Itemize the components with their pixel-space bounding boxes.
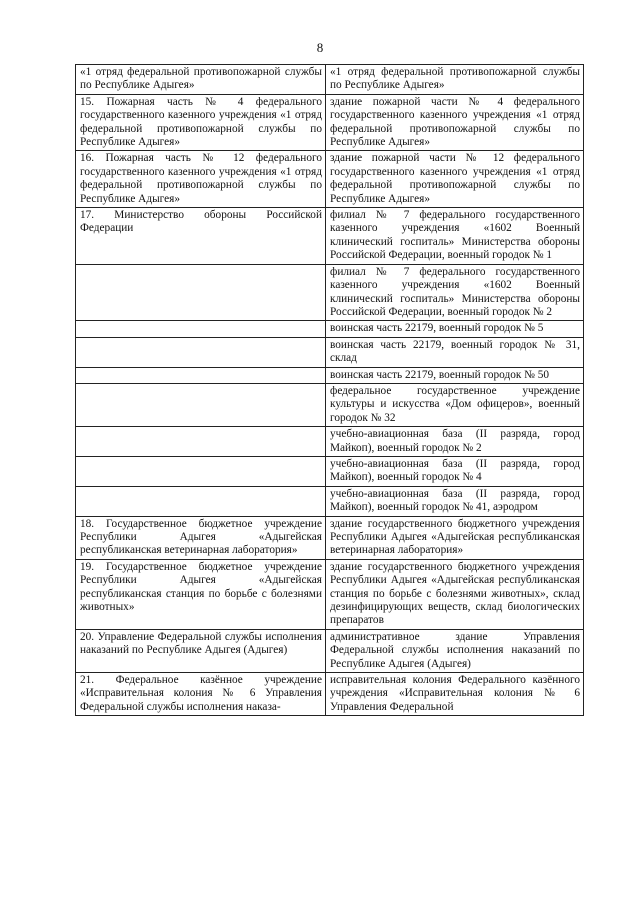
facility-cell: учебно-авиационная база (II разряда, город Майкоп), военный городок № 4: [326, 456, 584, 486]
table-row: [76, 321, 584, 337]
table-row: [76, 367, 584, 383]
table-row: [76, 486, 584, 516]
facility-cell: воинская часть 22179, военный городок № 31, склад: [326, 337, 584, 367]
facility-cell: здание пожарной части № 4 федерального государственного казенного учреждения «1 отряд федеральной противопожарной службы по Республике Адыгея»: [326, 94, 584, 151]
table-row: [76, 559, 584, 629]
table-row: [76, 456, 584, 486]
table-row: [76, 383, 584, 426]
organization-cell: [76, 486, 326, 516]
organization-cell: «1 отряд федеральной противопожарной службы по Республике Адыгея»: [76, 65, 326, 95]
organization-cell: 21. Федеральное казённое учреждение «Исправительная колония № 6 Управления Федеральной службы исполнения наказа-: [76, 673, 326, 716]
organization-cell: [76, 456, 326, 486]
facility-cell: здание государственного бюджетного учреждения Республики Адыгея «Адыгейская республиканская ветеринарная лаборатория»: [326, 516, 584, 559]
organization-cell: 15. Пожарная часть № 4 федерального государственного казенного учреждения «1 отряд федеральной противопожарной службы по Республике Адыгея»: [76, 94, 326, 151]
organization-cell: [76, 427, 326, 457]
facility-cell: воинская часть 22179, военный городок № 5: [326, 321, 584, 337]
table-row: [76, 264, 584, 321]
organization-cell: 19. Государственное бюджетное учреждение Республики Адыгея «Адыгейская республиканская станция по борьбе с болезнями животных»: [76, 559, 326, 629]
table-row: [76, 208, 584, 265]
table-row: [76, 516, 584, 559]
facility-cell: административное здание Управления Федеральной службы исполнения наказаний по Республике Адыгея (Адыгея): [326, 629, 584, 672]
organization-cell: [76, 337, 326, 367]
facility-cell: учебно-авиационная база (II разряда, город Майкоп), военный городок № 2: [326, 427, 584, 457]
facility-cell: воинская часть 22179, военный городок № 50: [326, 367, 584, 383]
facility-cell: федеральное государственное учреждение культуры и искусства «Дом офицеров», военный городок № 32: [326, 383, 584, 426]
facility-cell: «1 отряд федеральной противопожарной службы по Республике Адыгея»: [326, 65, 584, 95]
organization-cell: [76, 264, 326, 321]
table-row: [76, 65, 584, 95]
facility-cell: филиал № 7 федерального государственного казенного учреждения «1602 Военный клинический госпиталь» Министерства обороны Российской Федерации, военный городок № 1: [326, 208, 584, 265]
table-row: [76, 427, 584, 457]
organization-cell: [76, 367, 326, 383]
table-row: [76, 673, 584, 716]
table-row: [76, 337, 584, 367]
organization-cell: 16. Пожарная часть № 12 федерального государственного казенного учреждения «1 отряд федеральной противопожарной службы по Республике Адыгея»: [76, 151, 326, 208]
organization-cell: 18. Государственное бюджетное учреждение Республики Адыгея «Адыгейская республиканская ветеринарная лаборатория»: [76, 516, 326, 559]
table-row: [76, 629, 584, 672]
page-number: 8: [316, 40, 324, 55]
facility-cell: исправительная колония Федерального казённого учреждения «Исправительная колония № 6 Управления Федеральной: [326, 673, 584, 716]
organization-cell: [76, 321, 326, 337]
organization-cell: 17. Министерство обороны Российской Федерации: [76, 208, 326, 265]
facility-cell: здание государственного бюджетного учреждения Республики Адыгея «Адыгейская республиканская станция по борьбе с болезнями животных», склад дезинфицирующих веществ, склад биологических препаратов: [326, 559, 584, 629]
facility-cell: филиал № 7 федерального государственного казенного учреждения «1602 Военный клинический госпиталь» Министерства обороны Российской Федерации, военный городок № 2: [326, 264, 584, 321]
table-row: [76, 94, 584, 151]
table-row: [76, 151, 584, 208]
facilities-table: [75, 64, 584, 716]
facility-cell: учебно-авиационная база (II разряда, город Майкоп), военный городок № 41, аэродром: [326, 486, 584, 516]
organization-cell: 20. Управление Федеральной службы исполнения наказаний по Республике Адыгея (Адыгея): [76, 629, 326, 672]
facility-cell: здание пожарной части № 12 федерального государственного казенного учреждения «1 отряд федеральной противопожарной службы по Республике Адыгея»: [326, 151, 584, 208]
organization-cell: [76, 383, 326, 426]
